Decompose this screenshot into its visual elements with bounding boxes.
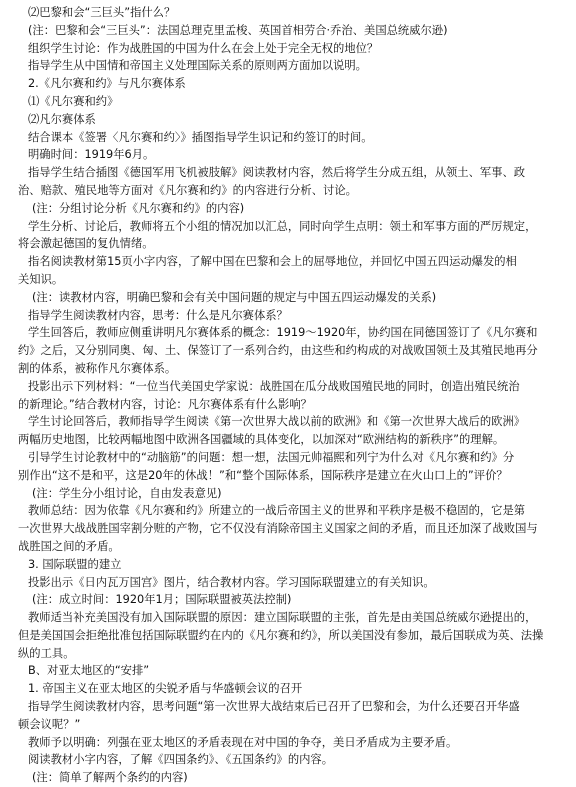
- text-line: 但是美国国会拒绝批准包括国际联盟约在内的《凡尔赛和约》，所以美国没有参加，最后国联成为英、法操: [18, 628, 544, 642]
- text-line: 治、赔款、殖民地等方面对《凡尔赛和约》的内容进行分析、讨论。: [18, 183, 357, 197]
- text-line: 约》之后，又分别同奥、匈、土、保签订了一系列合约，由这些和约构成的对战败国领土及其殖民地再分: [18, 344, 538, 358]
- text-line: 学生讨论回答后，教师指导学生阅读《第一次世界大战以前的欧洲》和《第一次世界大战后的欧洲》: [28, 415, 526, 429]
- text-line: (注：学生分小组讨论，自由发表意见): [32, 486, 222, 500]
- text-line: 顿会议呢？”: [18, 717, 81, 731]
- text-line: (注：成立时间：1920年1月；国际联盟被英法控制): [32, 593, 292, 607]
- text-line: 教师适当补充美国没有加入国际联盟的原因：建立国际联盟的主张，首先是由美国总统威尔逊提出的，: [28, 611, 537, 625]
- text-line: 学生分析、讨论后，教师将五个小组的情况加以汇总，同时向学生点明：领土和军事方面的严厉规定，: [28, 219, 537, 233]
- text-line: 明确时间：1919年6月。: [28, 148, 155, 162]
- text-line: 2.《凡尔赛和约》与凡尔赛体系: [28, 77, 186, 91]
- text-line: 指导学生阅读教材内容，思考：什么是凡尔赛体系？: [28, 308, 288, 322]
- text-line: ⑴《凡尔赛和约》: [28, 94, 119, 108]
- text-line: 教师予以明确：列强在亚太地区的矛盾表现在对中国的争夺，美日矛盾成为主要矛盾。: [28, 735, 458, 749]
- text-line: 投影出示《日内瓦万国宫》图片，结合教材内容。学习国际联盟建立的有关知识。: [28, 575, 435, 589]
- text-line: 一次世界大战战胜国宰割分赃的产物，它不仅没有消除帝国主义国家之间的矛盾，而且还加深了战败国与: [18, 522, 538, 536]
- text-line: 指导学生结合插图《德国军用飞机被肢解》阅读教材内容，然后将学生分成五组，从领土、军事、政: [28, 166, 526, 180]
- text-line: B、对亚太地区的“安排”: [28, 664, 150, 678]
- text-line: 割的体系，被称作凡尔赛体系。: [18, 361, 177, 375]
- text-line: ⑵凡尔赛体系: [28, 112, 96, 126]
- text-line: 将会激起德国的复仇情绪。: [18, 237, 154, 251]
- text-line: 教师总结：因为依靠《凡尔赛和约》所建立的一战后帝国主义的世界和平秩序是极不稳固的，它是第: [28, 504, 526, 518]
- text-line: 引导学生讨论教材中的“动脑筋”的问题：想一想，法国元帅福熙和列宁为什么对《凡尔赛和约》分: [28, 450, 515, 464]
- text-line: 结合课本《签署〈凡尔赛和约〉》插图指导学生识记和约签订的时间。: [28, 130, 373, 144]
- text-line: 1. 帝国主义在亚太地区的尖锐矛盾与华盛顿会议的召开: [28, 682, 303, 696]
- text-line: 的新理论。”结合教材内容，讨论：凡尔赛体系有什么影响？: [18, 397, 312, 411]
- text-line: 指名阅读教材第15页小字内容，了解中国在巴黎和会上的屈辱地位，并回忆中国五四运动爆发的相: [28, 255, 517, 269]
- text-line: 组织学生讨论：作为战胜国的中国为什么在会上处于完全无权的地位？: [28, 41, 379, 55]
- text-line: 战胜国之间的矛盾。: [18, 539, 120, 553]
- text-line: 别作出“这不是和平，这是20年的休战！”和“整个国际体系，国际秩序是建立在火山口上的”评价？: [18, 468, 508, 482]
- text-line: ⑵巴黎和会“三巨头”指什么？: [28, 6, 176, 19]
- text-line: 3. 国际联盟的建立: [28, 557, 122, 571]
- text-line: (注：分组讨论分析《凡尔赛和约》的内容): [32, 201, 245, 215]
- text-line: 指导学生从中国情和帝国主义处理国际关系的原则两方面加以说明。: [28, 59, 367, 73]
- text-line: (注：读教材内容，明确巴黎和会有关中国问题的规定与中国五四运动爆发的关系): [32, 290, 437, 304]
- text-line: (注：简单了解两个条约的内容): [32, 771, 188, 785]
- text-line: 阅读教材小字内容，了解《四国条约》、《五国条约》的内容。: [28, 753, 334, 767]
- text-line: 关知识。: [18, 272, 64, 286]
- text-line: 学生回答后，教师应侧重讲明凡尔赛体系的概念：1919～1920年，协约国在同德国签订了《凡尔赛和: [28, 326, 538, 340]
- text-line: (注：巴黎和会“三巨头”：法国总理克里孟梭、英国首相劳合·乔治、美国总统威尔逊): [28, 23, 448, 37]
- text-line: 两幅历史地图，比较两幅地图中欧洲各国疆域的具体变化，以加深对“欧洲结构的新秩序”的理解。: [18, 433, 505, 447]
- text-line: 指导学生阅读教材内容，思考问题“第一次世界大战结束后已召开了巴黎和会，为什么还要召开华盛: [28, 700, 520, 714]
- text-line: 纵的工具。: [18, 646, 75, 660]
- text-line: 投影出示下列材料：“一位当代美国史学家说：战胜国在瓜分战败国殖民地的同时，创造出殖民统治: [28, 379, 520, 393]
